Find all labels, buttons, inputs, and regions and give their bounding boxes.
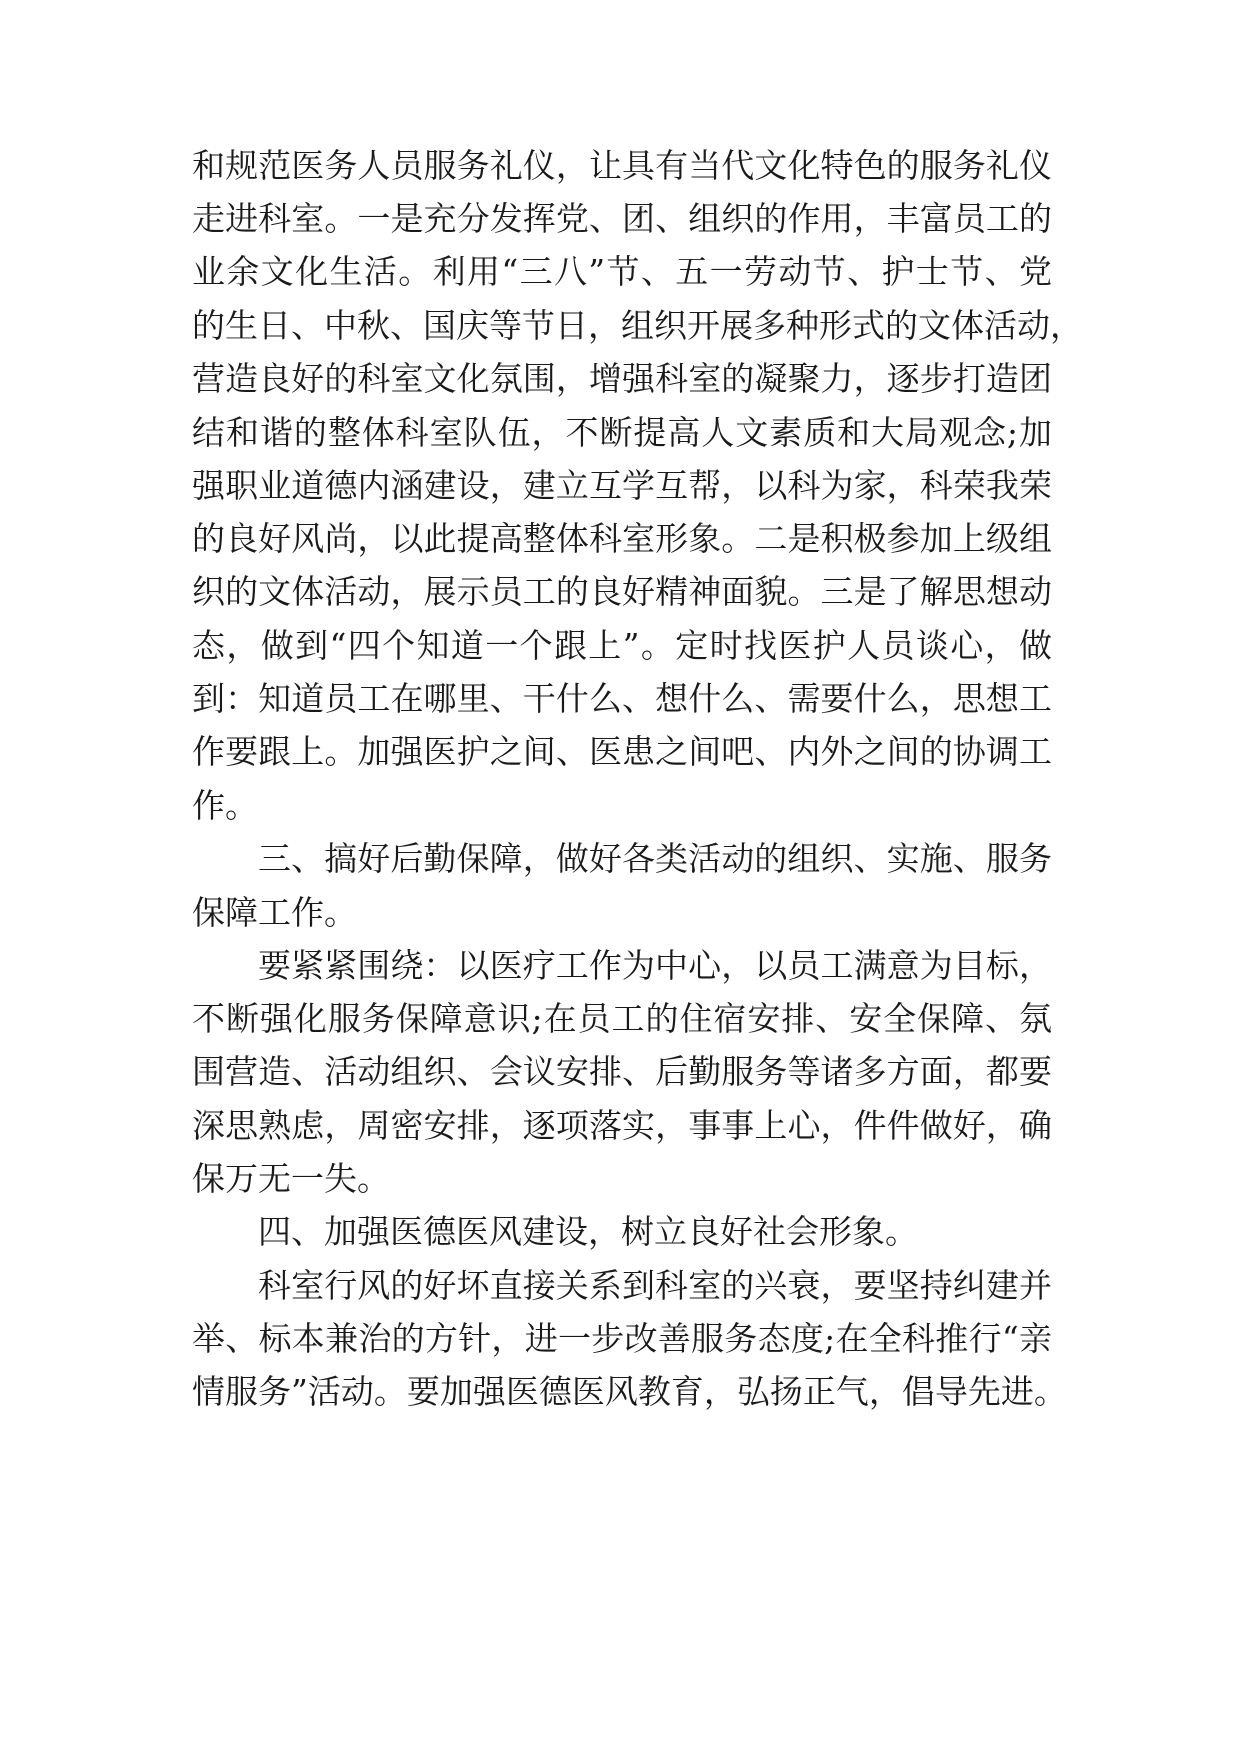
text-line: 举、标本兼治的方针，进一步改善服务态度;在全科推行“亲	[192, 1319, 1052, 1358]
text-line: 走进科室。一是充分发挥党、团、组织的作用，丰富员工的	[192, 199, 1052, 238]
text-line: 不断强化服务保障意识;在员工的住宿安排、安全保障、氛	[192, 999, 1052, 1038]
text-line: 的良好风尚，以此提高整体科室形象。二是积极参加上级组	[192, 519, 1052, 558]
text-line: 态，做到“四个知道一个跟上”。定时找医护人员谈心，做	[192, 626, 1052, 665]
text-line: 的生日、中秋、国庆等节日，组织开展多种形式的文体活动，	[192, 306, 1083, 345]
text-line: 情服务”活动。要加强医德医风教育，弘扬正气，倡导先进。	[192, 1372, 1067, 1411]
text-line: 织的文体活动，展示员工的良好精神面貌。三是了解思想动	[192, 572, 1052, 611]
text-line: 结和谐的整体科室队伍，不断提高人文素质和大局观念;加	[192, 413, 1052, 452]
section-heading: 四、加强医德医风建设，树立良好社会形象。	[258, 1212, 918, 1251]
text-line: 作。	[192, 786, 258, 825]
section-heading: 三、搞好后勤保障，做好各类活动的组织、实施、服务	[258, 839, 1052, 878]
text-line: 科室行风的好坏直接关系到科室的兴衰，要坚持纠建并	[258, 1266, 1052, 1305]
text-line: 强职业道德内涵建设，建立互学互帮，以科为家，科荣我荣	[192, 466, 1052, 505]
text-line: 营造良好的科室文化氛围，增强科室的凝聚力，逐步打造团	[192, 359, 1052, 398]
text-line: 深思熟虑，周密安排，逐项落实，事事上心，件件做好，确	[192, 1106, 1052, 1145]
text-line: 要紧紧围绕：以医疗工作为中心，以员工满意为目标，	[258, 946, 1052, 985]
text-line: 到：知道员工在哪里、干什么、想什么、需要什么，思想工	[192, 679, 1052, 718]
section-heading-continued: 保障工作。	[192, 893, 357, 932]
text-line: 围营造、活动组织、会议安排、后勤服务等诸多方面，都要	[192, 1052, 1052, 1091]
text-line: 业余文化生活。利用“三八”节、五一劳动节、护士节、党	[192, 252, 1052, 291]
text-line: 作要跟上。加强医护之间、医患之间吧、内外之间的协调工	[192, 732, 1052, 771]
text-line: 保万无一失。	[192, 1159, 390, 1198]
text-line: 和规范医务人员服务礼仪，让具有当代文化特色的服务礼仪	[192, 146, 1052, 185]
